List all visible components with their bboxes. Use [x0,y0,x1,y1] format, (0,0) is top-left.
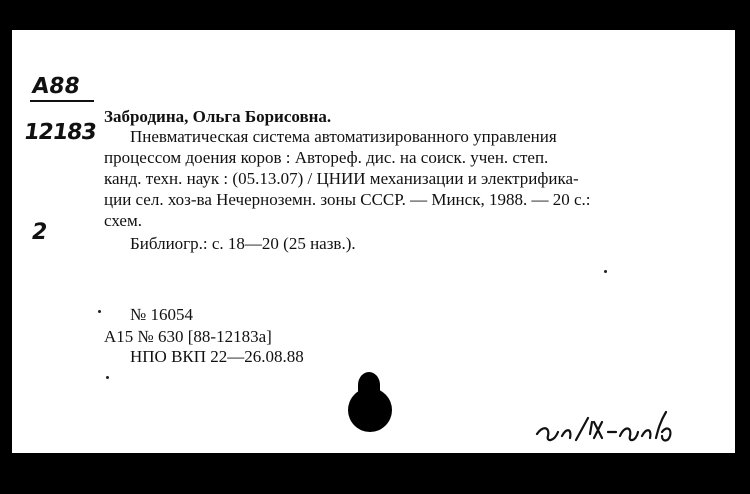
speck [604,270,607,273]
record-number: № 16054 [130,305,193,324]
description-line-5: схем. [104,211,142,230]
call-number-rule [30,100,94,102]
speck [98,310,101,313]
call-number-top: А88 [30,74,82,99]
call-number-bottom: 12183 [22,120,98,145]
speck [106,376,109,379]
handwritten-date-signature [532,386,682,446]
ink-stamp [348,388,392,432]
shelf-code: А15 № 630 [88-12183а] [104,327,272,346]
catalog-card [12,30,735,453]
sheet-mark: 2 [32,220,48,245]
description-line-3: канд. техн. наук : (05.13.07) / ЦНИИ механизации и электрифика- [104,169,579,188]
registry-line: НПО ВКП 22—26.08.88 [130,347,304,366]
description-line-1: Пневматическая система автоматизированного управления [130,127,557,146]
description-line-2: процессом доения коров : Автореф. дис. на соиск. учен. степ. [104,148,549,167]
bibliography-note: Библиогр.: с. 18—20 (25 назв.). [130,234,356,253]
description-line-4: ции сел. хоз-ва Нечерноземн. зоны СССР. — Минск, 1988. — 20 с.: [104,190,591,209]
author-heading: Забродина, Ольга Борисовна. [104,107,332,126]
